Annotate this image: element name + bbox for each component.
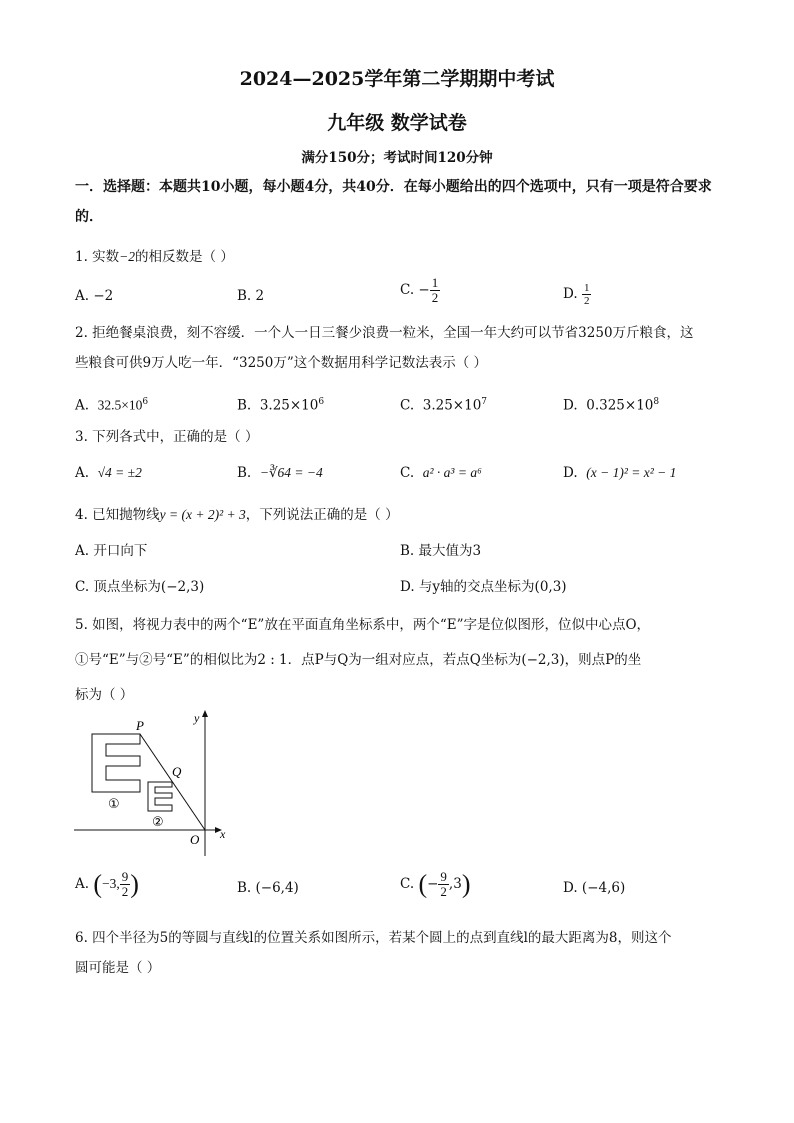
exam-title: 2024—2025学年第二学期期中考试 xyxy=(239,68,555,90)
q1-c-label: C. − xyxy=(400,282,430,298)
label-p: P xyxy=(136,718,144,733)
q5-c-open-paren: ( xyxy=(418,869,428,899)
q5-a-numerator: 9 xyxy=(121,869,129,884)
q1-option-c xyxy=(400,276,440,305)
q5-a-fraction xyxy=(120,870,131,899)
q5-c-y-value: ,3 xyxy=(448,876,462,892)
question-5-line-1: 5. 如图，将视力表中的两个“E”放在平面直角坐标系中，两个“E”字是位似图形，位似中心点O， xyxy=(75,617,651,633)
q3-c-expression: a² · a³ = a⁶ xyxy=(422,465,482,480)
q3-d-expression: (x − 1)² = x² − 1 xyxy=(586,465,677,480)
q5-option-d: D. (−4,6) xyxy=(563,880,626,896)
question-2-line-2: 些粮食可供9万人吃一年．“3250万”这个数据用科学记数法表示（ ） xyxy=(75,355,488,371)
q4-text-b: ，下列说法正确的是（ ） xyxy=(245,507,399,523)
q4-option-d: D. 与y轴的交点坐标为(0,3) xyxy=(400,579,567,595)
question-3-stem: 3. 下列各式中，正确的是（ ） xyxy=(75,429,259,445)
q1-c-denominator: 2 xyxy=(431,290,439,305)
q5-option-c xyxy=(400,870,470,899)
q5-option-b: B. (−6,4) xyxy=(237,880,299,896)
q1-d-denominator: 2 xyxy=(583,295,590,307)
question-1-stem xyxy=(75,247,234,267)
q2-b-base: 3.25×10 xyxy=(259,397,319,414)
q3-option-a xyxy=(75,463,142,483)
q3-option-c xyxy=(400,463,482,483)
q1-d-fraction xyxy=(582,282,592,307)
question-4-stem xyxy=(75,505,399,525)
q4-text-a: 4. 已知抛物线 xyxy=(75,507,160,523)
question-5-line-2: ①号“E”与②号“E”的相似比为2 : 1．点P与Q为一组对应点，若点Q坐标为(−2,3)，则点P的坐 xyxy=(75,652,642,668)
grade-subject-line: 九年级 数学试卷 xyxy=(327,112,467,134)
q2-d-base: 0.325×10 xyxy=(586,397,654,414)
label-q: Q xyxy=(172,764,182,779)
q2-option-a xyxy=(75,392,148,416)
q3-a-label: A. xyxy=(75,465,90,481)
q1-c-numerator: 1 xyxy=(431,275,439,290)
q5-c-numerator: 9 xyxy=(440,869,447,884)
label-o: O xyxy=(190,832,200,847)
q5-a-open-paren: ( xyxy=(93,869,103,899)
q2-option-b xyxy=(237,392,324,416)
q2-option-c xyxy=(400,392,487,416)
letter-e-small xyxy=(148,782,172,811)
q1-option-d xyxy=(563,282,591,307)
q3-option-b xyxy=(237,463,323,483)
q3-b-expression: −∛64 = −4 xyxy=(259,465,323,480)
q5-c-label: C. xyxy=(400,876,415,892)
q5-coordinate-figure xyxy=(70,708,240,858)
q2-option-d xyxy=(563,392,659,416)
q2-b-exponent: 6 xyxy=(318,397,325,407)
label-circled-1: ① xyxy=(108,797,120,812)
q2-a-exponent: 6 xyxy=(142,397,149,407)
q4-option-a: A. 开口向下 xyxy=(75,543,148,559)
q5-a-denominator: 2 xyxy=(121,884,129,899)
q1-option-a: A. −2 xyxy=(75,288,114,304)
q5-a-label: A. xyxy=(75,876,90,892)
q2-a-base: 32.5×10 xyxy=(97,397,143,413)
label-circled-2: ② xyxy=(152,815,164,830)
q4-expression: y = (x + 2)² + 3 xyxy=(159,507,246,522)
q3-b-label: B. xyxy=(237,465,252,481)
question-6-line-2: 圆可能是（ ） xyxy=(75,960,161,976)
q5-a-x-value: −3, xyxy=(102,876,120,891)
q4-option-c: C. 顶点坐标为(−2,3) xyxy=(75,579,205,595)
q1-text-a: 1. 实数 xyxy=(75,249,120,265)
exam-info: 满分150分；考试时间120分钟 xyxy=(301,150,493,166)
q5-a-close-paren: ) xyxy=(130,869,139,899)
question-2-line-1: 2. 拒绝餐桌浪费，刻不容缓．一个人一日三餐少浪费一粒米，全国一年大约可以节省3250万斤粮食，这 xyxy=(75,325,694,341)
q5-c-fraction xyxy=(438,870,449,899)
q1-d-label: D. xyxy=(563,286,578,302)
q2-c-label: C. xyxy=(400,397,415,414)
q5-c-denominator: 2 xyxy=(440,884,447,899)
q1-text-b: 的相反数是（ ） xyxy=(135,249,234,265)
q3-c-label: C. xyxy=(400,465,415,481)
q5-c-close-paren: ) xyxy=(461,869,471,899)
q2-a-label: A. xyxy=(75,397,90,414)
question-5-line-3: 标为（ ） xyxy=(75,687,134,703)
q2-c-base: 3.25×10 xyxy=(422,397,482,414)
q3-d-label: D. xyxy=(563,465,578,481)
question-6-line-1: 6. 四个半径为5的等圆与直线l的位置关系如图所示，若某个圆上的点到直线l的最大距离为8，则这个 xyxy=(75,930,672,946)
letter-e-large xyxy=(92,734,140,792)
q1-number: −2 xyxy=(119,249,136,264)
q2-d-exponent: 8 xyxy=(653,397,660,407)
q3-a-expression: √4 = ±2 xyxy=(97,465,142,480)
q5-c-sign: − xyxy=(427,876,439,892)
q2-c-exponent: 7 xyxy=(481,397,488,407)
y-axis-arrow xyxy=(202,710,208,717)
q4-option-b: B. 最大值为3 xyxy=(400,543,482,559)
q3-option-d xyxy=(563,463,676,483)
q5-option-a xyxy=(75,870,139,899)
q1-d-numerator: 1 xyxy=(583,282,590,294)
label-x: x xyxy=(220,827,226,841)
q1-option-b: B. 2 xyxy=(237,288,265,304)
section-heading: 一．选择题：本题共10小题，每小题4分，共40分．在每小题给出的四个选项中，只有一项是符合要求的． xyxy=(75,179,712,225)
q2-d-label: D. xyxy=(563,397,578,414)
q2-b-label: B. xyxy=(237,397,252,414)
q1-c-fraction xyxy=(430,276,441,305)
label-y: y xyxy=(194,711,200,725)
